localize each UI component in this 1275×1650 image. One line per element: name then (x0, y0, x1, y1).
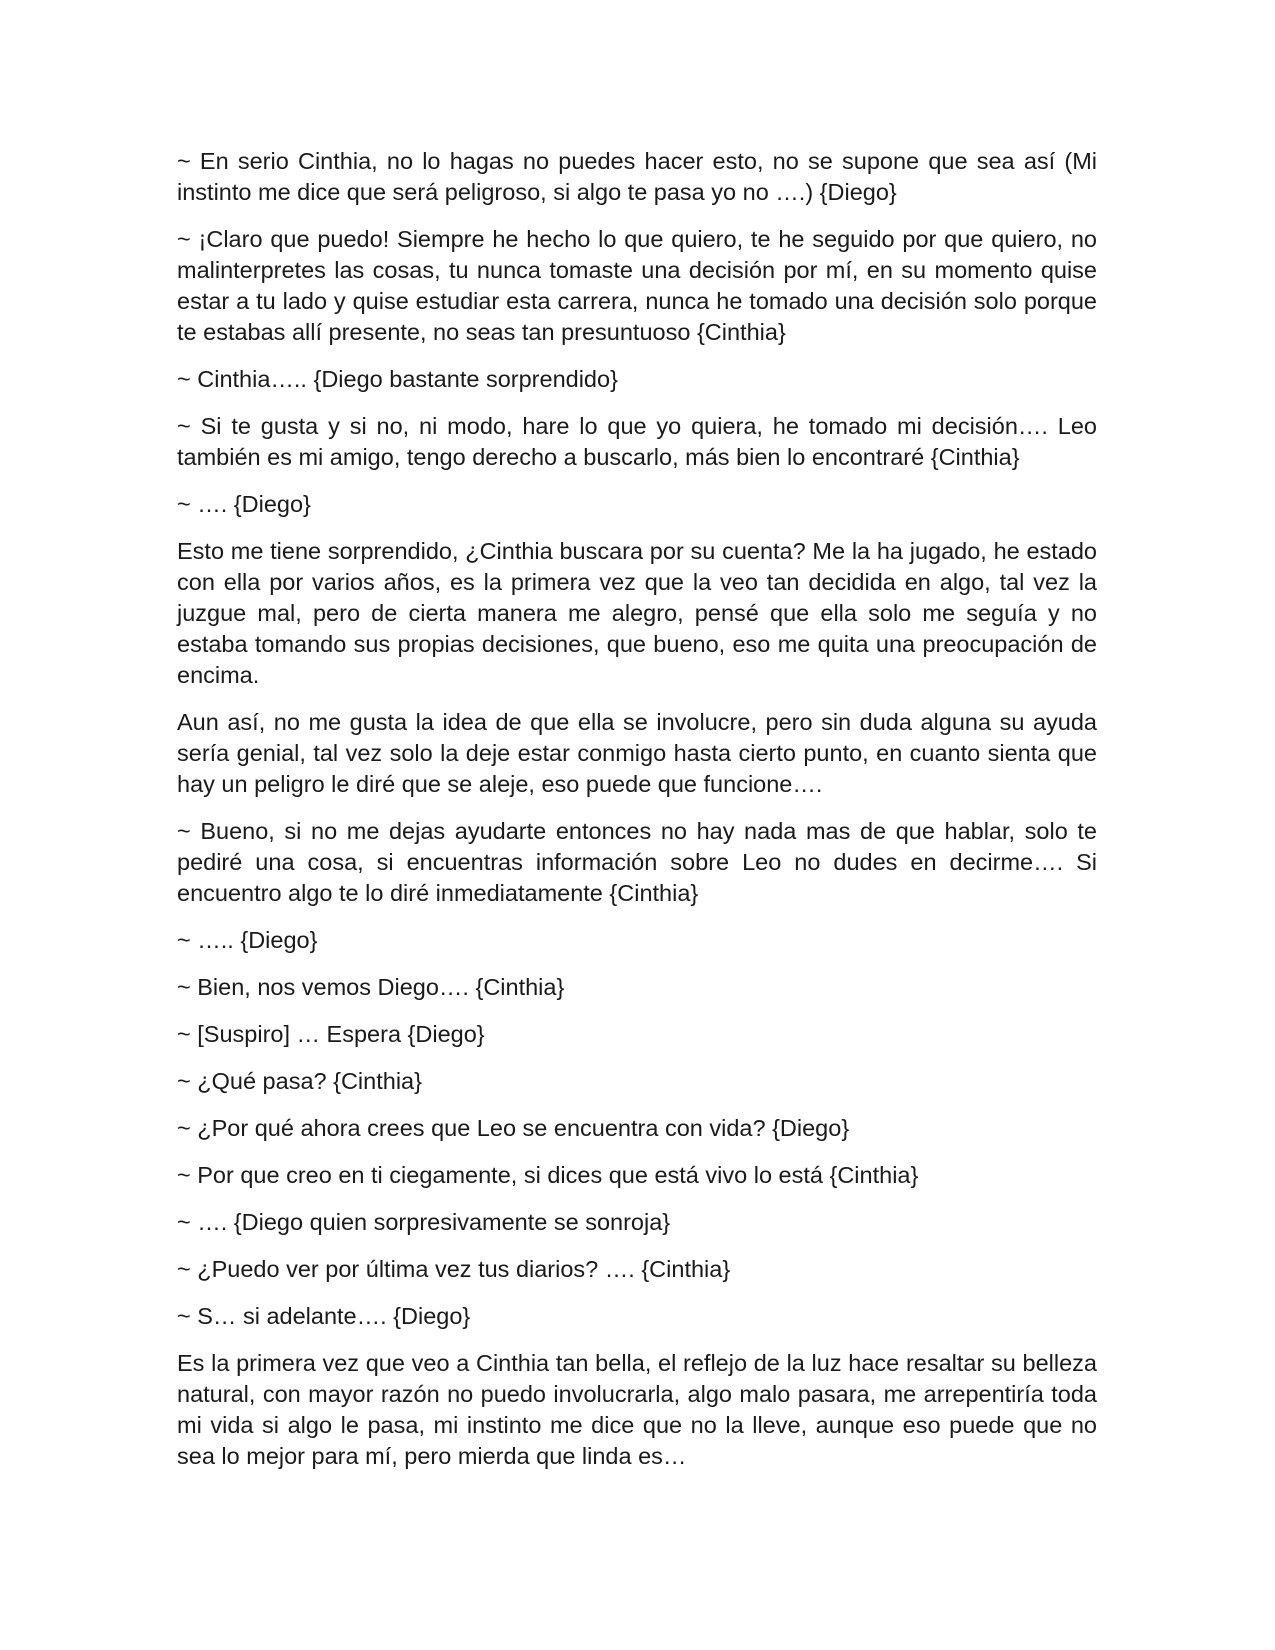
paragraph-17: ~ S… si adelante…. {Diego} (177, 1303, 471, 1329)
paragraph-7: Aun así, no me gusta la idea de que ella se involucre, pero sin duda alguna su ayuda sería genial, tal vez solo la deje estar conmigo hasta cierto punto, en cuanto sienta que hay un peligro le diré que se aleje, eso puede que funcione…. (177, 709, 1097, 797)
paragraph-3: ~ Cinthia….. {Diego bastante sorprendido} (177, 366, 618, 392)
paragraph-13: ~ ¿Por qué ahora crees que Leo se encuentra con vida? {Diego} (177, 1115, 850, 1141)
paragraph-16: ~ ¿Puedo ver por última vez tus diarios? …. {Cinthia} (177, 1256, 731, 1282)
paragraph-14: ~ Por que creo en ti ciegamente, si dices que está vivo lo está {Cinthia} (177, 1162, 919, 1188)
paragraph-12: ~ ¿Qué pasa? {Cinthia} (177, 1068, 422, 1094)
paragraph-10: ~ Bien, nos vemos Diego…. {Cinthia} (177, 974, 565, 1000)
paragraph-4: ~ Si te gusta y si no, ni modo, hare lo que yo quiera, he tomado mi decisión…. Leo también es mi amigo, tengo derecho a buscarlo, más bien lo encontraré {Cinthia} (177, 413, 1097, 470)
paragraph-18: Es la primera vez que veo a Cinthia tan bella, el reflejo de la luz hace resaltar su belleza natural, con mayor razón no puedo involucrarla, algo malo pasara, me arrepentiría toda mi vida si algo le pasa, mi instinto me dice que no la lleve, aunque eso puede que no sea lo mejor para mí, pero mierda que linda es… (177, 1350, 1097, 1469)
paragraph-6: Esto me tiene sorprendido, ¿Cinthia buscara por su cuenta? Me la ha jugado, he estado con ella por varios años, es la primera vez que la veo tan decidida en algo, tal vez la juzgue mal, pero de cierta manera me alegro, pensé que ella solo me seguía y no estaba tomando sus propias decisiones, que bueno, eso me quita una preocupación de encima. (177, 538, 1097, 688)
paragraph-5: ~ …. {Diego} (177, 491, 311, 517)
paragraph-9: ~ ….. {Diego} (177, 927, 318, 953)
paragraph-11: ~ [Suspiro] … Espera {Diego} (177, 1021, 485, 1047)
paragraph-8: ~ Bueno, si no me dejas ayudarte entonces no hay nada mas de que hablar, solo te pediré una cosa, si encuentras información sobre Leo no dudes en decirme…. Si encuentro algo te lo diré inmediatamente {Cinthia} (177, 818, 1097, 906)
paragraph-15: ~ …. {Diego quien sorpresivamente se sonroja} (177, 1209, 671, 1235)
paragraph-1: ~ En serio Cinthia, no lo hagas no puedes hacer esto, no se supone que sea así (Mi instinto me dice que será peligroso, si algo te pasa yo no ….) {Diego} (177, 148, 1097, 205)
paragraph-2: ~ ¡Claro que puedo! Siempre he hecho lo que quiero, te he seguido por que quiero, no malinterpretes las cosas, tu nunca tomaste una decisión por mí, en su momento quise estar a tu lado y quise estudiar esta carrera, nunca he tomado una decisión solo porque te estabas allí presente, no seas tan presuntuoso {Cinthia} (177, 226, 1097, 345)
document-page (177, 146, 1097, 1488)
